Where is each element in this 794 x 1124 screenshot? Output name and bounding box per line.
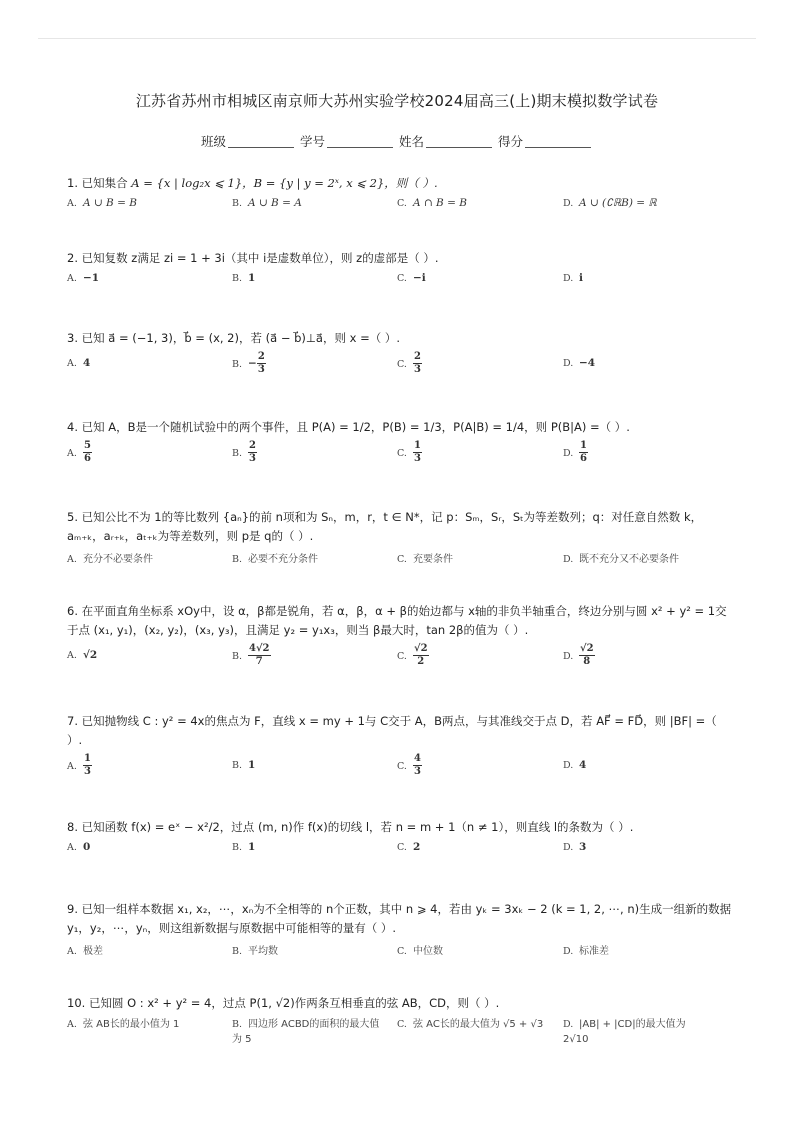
option-row [67,272,732,296]
id-label: 学号 [299,134,325,149]
question-3 [67,329,732,382]
question-stem: 5. 已知公比不为 1的等比数列 {aₙ}的前 n项和为 Sₙ，m，r，t ∈ N*，记 p：Sₘ，Sᵣ，Sₜ为等差数列；q：对任意自然数 k，aₘ₊ₖ，aᵣ₊ₖ，aₜ₊ₖ为等差数列，则 p是 q的（ ）. [67,510,703,543]
page-title: 江苏省苏州市相城区南京师大苏州实验学校2024届高三(上)期末模拟数学试卷 [135,92,659,110]
option-row [67,441,732,471]
option-a[interactable]: A. 4 [67,357,91,369]
option-c[interactable]: C. −i [397,272,426,284]
question-2 [67,249,732,296]
option-c[interactable]: C. $\frac{2}{3}$ [397,351,421,375]
option-a[interactable]: A. √2 [67,649,98,661]
question-stem: 4. 已知 A，B是一个随机试验中的两个事件，且 P(A) = 1/2，P(B) = 1/3，P(A|B) = 1/4，则 P(B|A) =（ ）. [67,420,630,434]
option-d[interactable]: D. $\frac{√2}{8}$ [563,643,594,667]
option-c[interactable]: C. $\frac{1}{3}$ [397,440,421,464]
option-row [67,352,732,382]
option-b[interactable]: B. 平均数 [232,946,278,957]
option-b[interactable]: B. $\frac{2}{3}$ [232,440,256,464]
option-b[interactable]: B. A ∪ B = A [232,197,302,209]
option-row [67,197,732,221]
option-b[interactable]: B. 四边形 ACBD的面积的最大值为 5 [232,1019,380,1045]
question-stem: 1. 已知集合 A = {x | log₂x ⩽ 1}，B = {y | y = 2ˣ, x ⩽ 2}，则（ ）. [67,176,438,190]
option-a[interactable]: A. 弦 AB长的最小值为 1 [67,1019,180,1030]
option-c[interactable]: C. A ∩ B = B [397,197,467,209]
question-stem: 2. 已知复数 z满足 zi = 1 + 3i（其中 i是虚数单位），则 z的虚部是（ ）. [67,251,439,265]
question-stem: 3. 已知 a⃗ = (−1, 3)，b⃗ = (x, 2)，若 (a⃗ − b⃗)⊥a⃗，则 x =（ ）. [67,331,401,345]
option-a[interactable]: A. 充分不必要条件 [67,554,153,565]
question-5 [67,508,732,574]
option-c[interactable]: C. $\frac{√2}{2}$ [397,643,428,667]
option-c[interactable]: C. 2 [397,841,421,853]
name-blank[interactable] [426,147,492,148]
option-b[interactable]: B. 1 [232,841,256,853]
option-d[interactable]: D. 4 [563,759,587,771]
option-row [67,1017,732,1057]
question-stem: 8. 已知函数 f(x) = eˣ − x²/2，过点 (m, n)作 f(x)的切线 l，若 n = m + 1（n ≠ 1），则直线 l的条数为（ ）. [67,820,634,834]
option-d[interactable]: D. 既不充分又不必要条件 [563,554,679,565]
id-blank[interactable] [327,147,393,148]
option-a[interactable]: A. 极差 [67,946,103,957]
question-stem: 10. 已知圆 O : x² + y² = 4，过点 P(1, √2)作两条互相垂直的弦 AB，CD，则（ ）. [67,996,500,1010]
option-row [67,754,732,784]
name-label: 姓名 [398,134,424,149]
option-d[interactable]: D. i [563,272,583,284]
score-blank[interactable] [525,147,591,148]
option-b[interactable]: B. 必要不充分条件 [232,554,318,565]
option-a[interactable]: A. $\frac{5}{6}$ [67,440,91,464]
option-c[interactable]: C. 中位数 [397,946,443,957]
header-rule [38,38,756,39]
option-c[interactable]: C. 充要条件 [397,554,453,565]
option-row [67,550,732,574]
question-1 [67,174,732,221]
option-b[interactable]: B. − $\frac{2}{3}$ [232,351,265,375]
option-d[interactable]: D. A ∪ (∁ℝB) = ℝ [563,197,657,209]
option-d[interactable]: D. 3 [563,841,587,853]
question-stem: 7. 已知抛物线 C : y² = 4x的焦点为 F，直线 x = my + 1与 C交于 A，B两点，与其准线交于点 D，若 AF⃗ = FD⃗，则 |BF| =（ ）. [67,714,717,747]
option-row [67,841,732,865]
question-4 [67,418,732,471]
option-b[interactable]: B. 1 [232,272,256,284]
question-8 [67,818,732,865]
option-a[interactable]: A. −1 [67,272,100,284]
option-b[interactable]: B. 1 [232,759,256,771]
option-d[interactable]: D. |AB| + |CD|的最大值为 2√10 [563,1019,686,1045]
question-6 [67,602,732,676]
option-row [67,942,732,966]
class-blank[interactable] [228,147,294,148]
option-c[interactable]: C. $\frac{4}{3}$ [397,753,421,777]
option-a[interactable]: A. $\frac{1}{3}$ [67,753,91,777]
question-7 [67,712,732,784]
option-b[interactable]: B. $\frac{4√2}{7}$ [232,643,270,667]
option-a[interactable]: A. A ∪ B = B [67,197,137,209]
question-stem: 6. 在平面直角坐标系 xOy中，设 α，β都是锐角，若 α，β，α + β的始边都与 x轴的非负半轴重合，终边分别与圆 x² + y² = 1交于点 (x₁, y₁)，(x₂, y₂)，(x₃, y₃)，且满足 y₂ = y₁x₃，则当 β最大时，tan 2β的值为（ ）. [67,604,727,637]
question-10 [67,994,732,1057]
student-info-line [0,132,794,150]
option-d[interactable]: D. $\frac{1}{6}$ [563,440,587,464]
option-a[interactable]: A. 0 [67,841,91,853]
class-label: 班级 [200,134,226,149]
option-row [67,644,732,676]
option-d[interactable]: D. −4 [563,357,596,369]
question-9 [67,900,732,966]
option-d[interactable]: D. 标准差 [563,946,609,957]
option-c[interactable]: C. 弦 AC长的最大值为 √5 + √3 [397,1019,544,1030]
question-stem: 9. 已知一组样本数据 x₁, x₂，⋯，xₙ为不全相等的 n个正数，其中 n ⩾ 4，若由 yₖ = 3xₖ − 2 (k = 1, 2, ⋯, n)生成一组新的数据 y₁，y₂，⋯，yₙ，则这组新数据与原数据中可能相等的量有（ ）. [67,902,732,935]
score-label: 得分 [497,134,523,149]
